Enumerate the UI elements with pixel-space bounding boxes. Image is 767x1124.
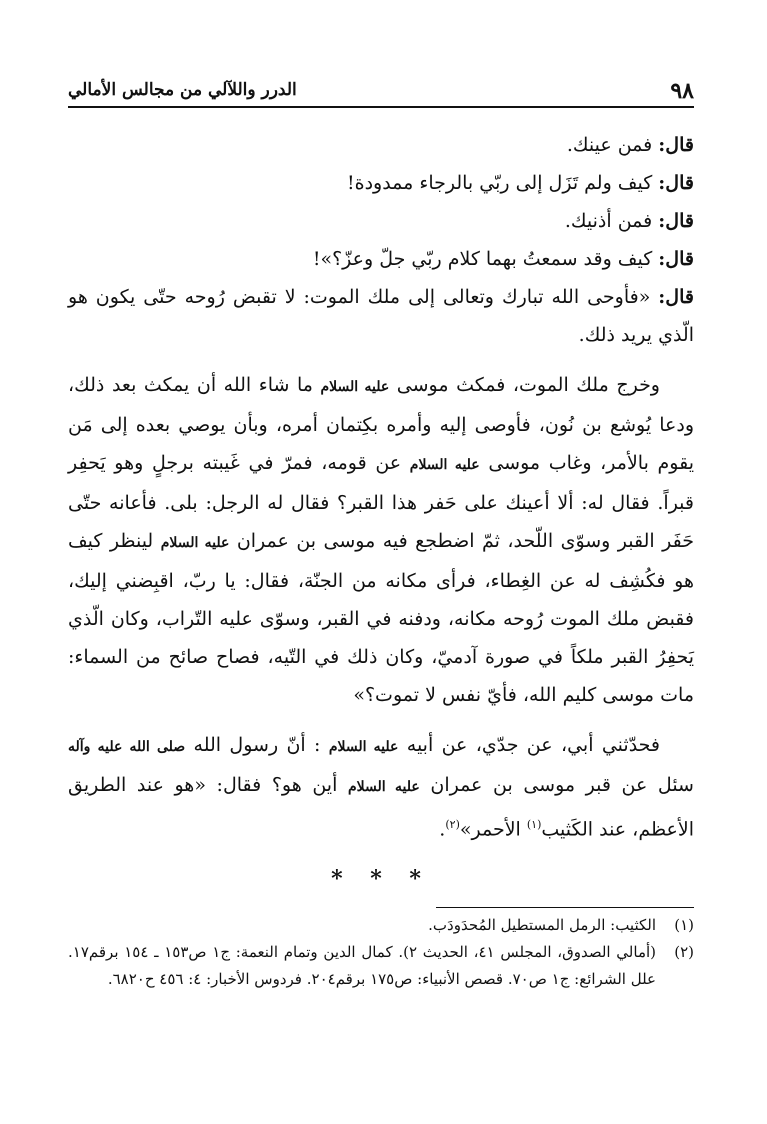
blessing-glyph: عليه السلام bbox=[347, 779, 420, 795]
footnotes bbox=[68, 912, 694, 993]
footnote-text: (أمالي الصدوق، المجلس ٤١، الحديث ٢). كمال الدين وتمام النعمة: ج١ ص١٥٣ ـ ١٥٤ برقم١٧. علل الشرائع: ج١ ص٧٠. قصص الأنبياء: ص١٧٥ برقم٢٠٤. فردوس الأخبار: ٤: ٤٥٦ ح٦٨٢٠. bbox=[68, 943, 657, 988]
narrative-paragraph bbox=[68, 366, 694, 714]
dialogue-text: فمن أذنيك. bbox=[564, 210, 653, 232]
paragraph-text: وخرج ملك الموت، فمكث موسى bbox=[396, 374, 660, 396]
paragraph-text: ما شاء الله أن يمكث بعد ذلك، ودعا يُوشع بن نُون، فأوصى إليه وأمره بكِتمان أمره، وبأن يوصي بعده إلى مَن يقوم بالأمر، وغاب موسى bbox=[68, 374, 694, 474]
dialogue-line bbox=[68, 126, 694, 164]
dialogue-speaker: قال: bbox=[658, 210, 694, 232]
paragraph-text: : أنّ رسول الله bbox=[193, 734, 321, 756]
blessing-glyph: عليه السلام bbox=[328, 739, 399, 755]
dialogue-text: فمن عينك. bbox=[566, 134, 653, 156]
footnote-rule bbox=[436, 907, 694, 908]
page-header bbox=[68, 72, 694, 108]
footnote-marker[interactable]: (٢) bbox=[445, 818, 460, 831]
dialogue-text: «فأوحى الله تبارك وتعالى إلى ملك الموت: لا تقبض رُوحه حتّى يكون هو الّذي يريد ذلك. bbox=[68, 286, 694, 346]
blessing-glyph: عليه السلام bbox=[409, 457, 480, 473]
paragraph-text: سئل عن قبر موسى بن عمران bbox=[430, 774, 694, 796]
paragraph-text: لينظر كيف هو فكُشِف له عن الغِطاء، فرأى مكانه من الجنّة، فقال: يا ربّ، اقبِضني إليك، فقبض ملك الموت رُوحه مكانه، ودفنه في القبر، وسوّى عليه التّراب، وكان الّذي يَحفِرُ القبر ملكاً في صورة آدميّ، وكان ذلك في التّيه، فصاح صائح من السماء: مات موسى كليم الله، فأيّ نفس لا تموت؟» bbox=[68, 530, 694, 706]
page-number: ٩٨ bbox=[670, 78, 694, 104]
footnote-number: (١) bbox=[674, 916, 694, 934]
dialogue-line bbox=[68, 240, 694, 278]
paragraph-text: الأحمر» bbox=[459, 818, 521, 841]
running-title: الدرر واللآلي من مجالس الأمالي bbox=[68, 80, 297, 100]
section-separator: * * * bbox=[331, 866, 431, 893]
dialogue-speaker: قال: bbox=[658, 134, 694, 156]
footnote-item bbox=[68, 912, 694, 939]
dialogue-text: كيف ولم تَزَل إلى ربّي بالرجاء ممدودة! bbox=[346, 172, 653, 194]
dialogue-speaker: قال: bbox=[658, 286, 694, 308]
dialogue-text: كيف وقد سمعتُ بهما كلام ربّي جلّ وعزّ؟»! bbox=[312, 248, 653, 270]
blessing-glyph: صلى الله عليه وآله bbox=[68, 739, 186, 755]
paragraph-text: . bbox=[439, 818, 446, 841]
paragraph-text: فحدّثني أبي، عن جدّي، عن أبيه bbox=[406, 734, 661, 756]
main-text bbox=[68, 126, 694, 898]
blessing-glyph: عليه السلام bbox=[160, 535, 230, 551]
paragraph-text: أين هو؟ فقال: «هو عند الطريق الأعظم، عند الكَثيب bbox=[68, 774, 694, 841]
footnote-number: (٢) bbox=[674, 943, 694, 961]
dialogue-line bbox=[68, 164, 694, 202]
narrative-paragraph bbox=[68, 726, 694, 848]
paragraph-text: عن قومه، فمرّ في غَيبته برجلٍ وهو يَحفِر قبراً. فقال له: ألا أعينك على حَفر هذا القبر؟ فقال له الرجل: بلى. فأعانه حتّى حَفَر القبر وسوّى اللّحد، ثمّ اضطجع فيه موسى بن عمران bbox=[68, 452, 694, 552]
footnote-marker[interactable]: (١) bbox=[526, 818, 542, 831]
footnote-text: الكثيب: الرمل المستطيل المُحدَودَب. bbox=[428, 916, 656, 934]
dialogue-speaker: قال: bbox=[658, 248, 694, 270]
dialogue-line bbox=[68, 202, 694, 240]
dialogue-speaker: قال: bbox=[658, 172, 694, 194]
dialogue-line bbox=[68, 278, 694, 354]
blessing-glyph: عليه السلام bbox=[320, 379, 390, 395]
footnote-item bbox=[68, 939, 694, 993]
